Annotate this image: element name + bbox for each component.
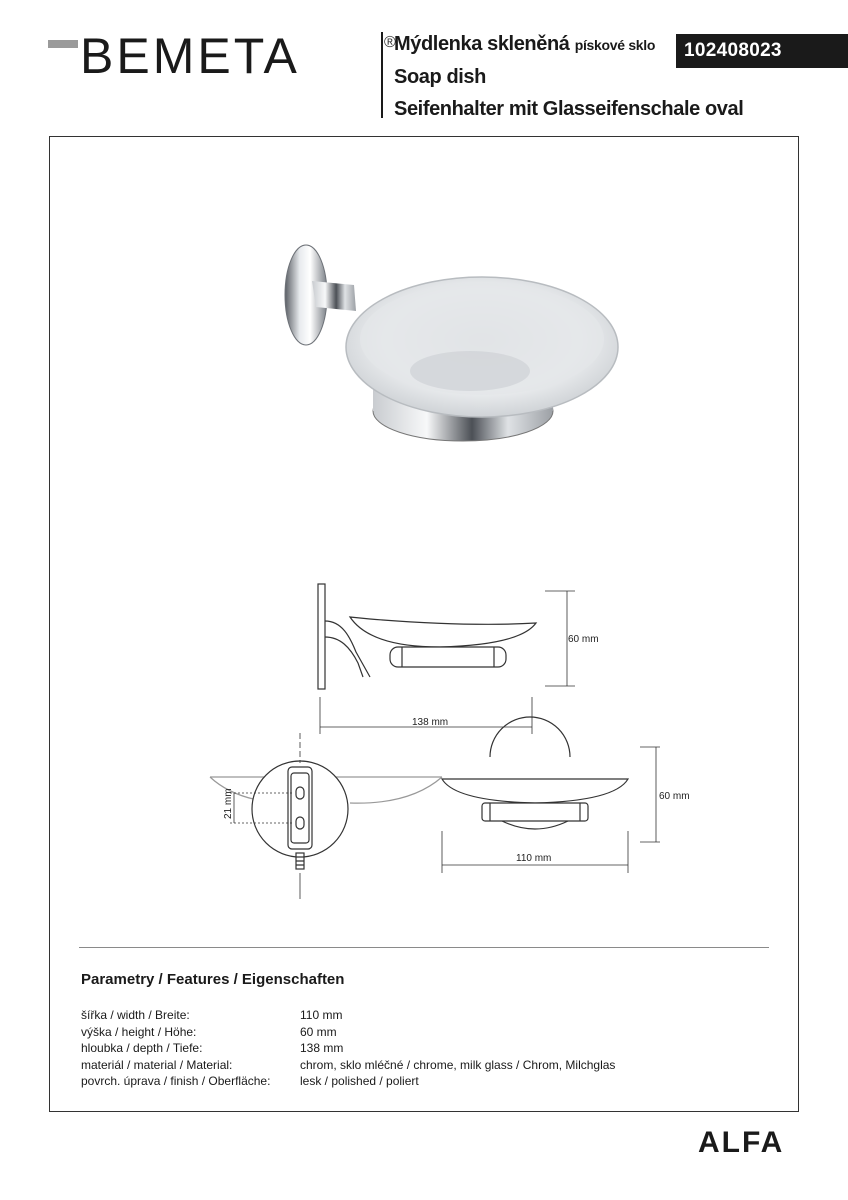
feature-label: hloubka / depth / Tiefe:	[81, 1041, 203, 1055]
header-divider	[381, 32, 383, 118]
feature-row	[81, 1007, 615, 1024]
logo-mark	[48, 40, 78, 48]
series-name: ALFA	[698, 1126, 785, 1159]
dim-side-height: 60 mm	[568, 634, 599, 645]
features-table	[81, 1007, 615, 1090]
title-cz-note: pískové sklo	[574, 37, 656, 53]
logo-wordmark: BEMETA	[80, 28, 300, 84]
feature-value: lesk / polished / poliert	[300, 1074, 419, 1088]
feature-value: 110 mm	[300, 1008, 343, 1022]
product-frame	[49, 136, 799, 1112]
dim-front-width: 110 mm	[516, 853, 552, 864]
dim-side-depth: 138 mm	[412, 717, 449, 728]
brand-logo	[48, 28, 396, 86]
feature-row	[81, 1040, 615, 1057]
registered-mark: ®	[384, 34, 396, 51]
feature-label: materiál / material / Material:	[81, 1057, 233, 1072]
feature-label: povrch. úprava / finish / Oberfläche:	[81, 1074, 271, 1088]
product-code: 102408023	[676, 34, 848, 68]
feature-label: šířka / width / Breite:	[81, 1008, 190, 1022]
title-cz-main: Mýdlenka skleněná	[394, 33, 570, 55]
technical-drawings	[50, 137, 800, 937]
feature-label: výška / height / Höhe:	[81, 1024, 197, 1039]
title-en: Soap dish	[394, 66, 486, 88]
feature-row	[81, 1073, 615, 1090]
features-heading: Parametry / Features / Eigenschaften	[81, 971, 345, 988]
feature-value: 138 mm	[300, 1041, 344, 1055]
feature-value: 60 mm	[300, 1024, 337, 1039]
feature-row	[81, 1057, 615, 1074]
dim-hole-spacing: 21 mm	[223, 788, 234, 819]
title-de: Seifenhalter mit Glasseifenschale oval	[394, 98, 744, 120]
section-divider	[79, 947, 769, 948]
feature-value: chrom, sklo mléčné / chrome, milk glass / Chrom, Milchglas	[300, 1057, 616, 1072]
dim-front-height: 60 mm	[659, 791, 690, 802]
feature-row	[81, 1024, 615, 1041]
